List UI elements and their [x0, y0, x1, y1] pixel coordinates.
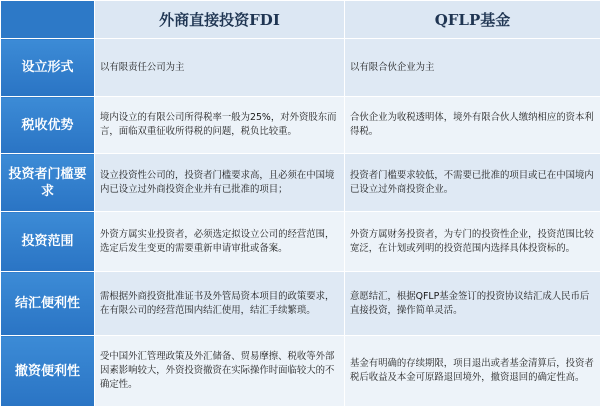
qflp-cell: 外资方属财务投资者，为专门的投资性企业，投资范围比较宽泛，在计划或列明的投资范围内选择具体投资标的。: [345, 212, 600, 272]
table-row: [1, 154, 600, 212]
qflp-cell: 基金有明确的存续期限，项目退出或者基金清算后，投资者税后收益及本金可原路退回境外，撤资退回的确定性高。: [345, 336, 600, 407]
row-label: 设立形式: [1, 39, 95, 97]
table-row: [1, 97, 600, 154]
row-label: 结汇便利性: [1, 272, 95, 336]
qflp-cell: 以有限合伙企业为主: [345, 39, 600, 97]
row-label: 投资范围: [1, 212, 95, 272]
header-row: [1, 1, 600, 39]
row-label: 税收优势: [1, 97, 95, 154]
fdi-cell: 设立投资性公司的，投资者门槛要求高，且必须在中国境内已设立过外商投资企业并有已批准的项目；: [95, 154, 345, 212]
row-label: 投资者门槛要求: [1, 154, 95, 212]
table-row: [1, 272, 600, 336]
column-header-qflp: QFLP基金: [345, 1, 600, 39]
table-row: [1, 39, 600, 97]
column-header-fdi: 外商直接投资FDI: [95, 1, 345, 39]
qflp-cell: 意愿结汇，根据QFLP基金签订的投资协议结汇成人民币后直接投资，操作简单灵活。: [345, 272, 600, 336]
fdi-cell: 以有限责任公司为主: [95, 39, 345, 97]
fdi-cell: 受中国外汇管理政策及外汇储备、贸易摩擦、税收等外部因素影响较大，外资投资撤资在实际操作时面临较大的不确定性。: [95, 336, 345, 407]
table-row: [1, 212, 600, 272]
fdi-cell: 外资方属实业投资者，必须选定拟设立公司的经营范围，选定后发生变更的需要重新申请审批或备案。: [95, 212, 345, 272]
corner-cell: [1, 1, 95, 39]
table-row: [1, 336, 600, 407]
fdi-cell: 境内设立的有限公司所得税率一般为25%，对外资股东而言，面临双重征收所得税的问题，税负比较重。: [95, 97, 345, 154]
fdi-cell: 需根据外商投资批准证书及外管局资本项目的政策要求，在有限公司的经营范围内结汇使用，结汇手续繁琐。: [95, 272, 345, 336]
qflp-cell: 投资者门槛要求较低，不需要已批准的项目或已在中国境内已设立过外商投资企业。: [345, 154, 600, 212]
qflp-cell: 合伙企业为收税透明体，境外有限合伙人缴纳相应的资本利得税。: [345, 97, 600, 154]
row-label: 撤资便利性: [1, 336, 95, 407]
